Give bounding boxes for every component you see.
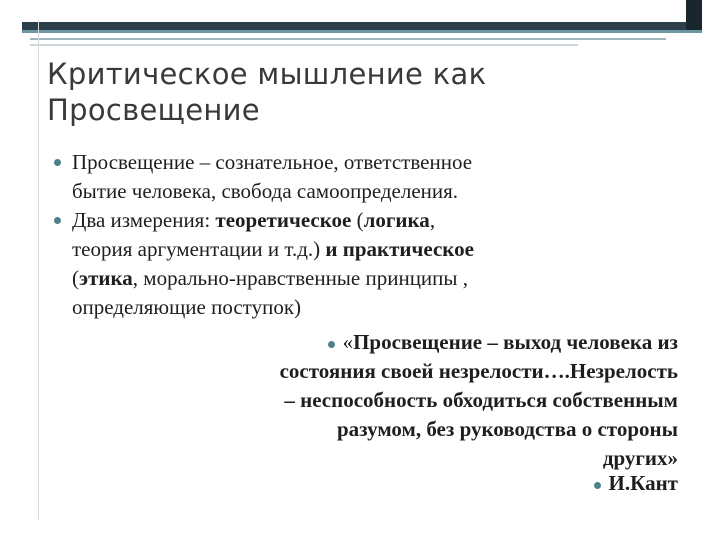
bullet-2-line-1: [72, 206, 690, 235]
bullet-2-line-3: [72, 264, 690, 293]
emphasis-ethics: этика: [79, 266, 133, 290]
title-line-2: Просвещение: [47, 93, 260, 127]
bullet-1-line-2: бытие человека, свобода самоопределения.: [72, 179, 459, 203]
kant-quote: [78, 328, 678, 473]
bullet-1-line-1: Просвещение – сознательное, ответственное: [72, 150, 473, 174]
bullet-dot-icon: [54, 217, 61, 224]
text-run: , морально-нравственные принципы ,: [132, 266, 469, 290]
header-accent-line: [22, 30, 702, 33]
quote-author: [594, 471, 678, 496]
header-bar-end: [686, 0, 702, 30]
open-quote-mark: «: [342, 330, 354, 354]
bullet-dot-icon: [328, 341, 335, 348]
header-light-line-2: [30, 44, 578, 46]
emphasis-logic: логика: [363, 208, 430, 232]
emphasis-theoretical: теоретическое: [215, 208, 352, 232]
bullet-dot-icon: [594, 482, 601, 489]
bullet-dot-icon: [54, 159, 61, 166]
text-run: (: [351, 208, 364, 232]
text-run: (: [72, 266, 79, 290]
quote-line-3: – неспособность обходиться собственным: [284, 388, 678, 412]
left-margin-line: [38, 20, 39, 520]
author-name: И.Кант: [608, 471, 678, 495]
quote-line-4: разумом, без руководства о стороны: [337, 417, 678, 441]
bullet-item: [50, 206, 690, 322]
emphasis-practical: и практическое: [325, 237, 474, 261]
title-line-1: Критическое мышление как: [47, 57, 487, 91]
text-run: ,: [429, 208, 436, 232]
text-run: Просвещение – выход человека из: [353, 330, 678, 354]
bullet-2-line-2: [72, 235, 690, 264]
header-light-line: [30, 38, 666, 40]
bullet-item: [50, 148, 690, 206]
header-bar: [22, 22, 702, 30]
bullet-2-line-4: определяющие поступок): [72, 295, 302, 319]
text-run: Два измерения:: [72, 208, 216, 232]
quote-line-2: состояния своей незрелости….Незрелость: [279, 359, 678, 383]
slide-title: [47, 56, 607, 128]
slide-body: [50, 148, 690, 322]
text-run: теория аргументации и т.д.): [72, 237, 326, 261]
quote-line-1: [78, 328, 678, 357]
quote-line-5: других»: [602, 446, 678, 470]
